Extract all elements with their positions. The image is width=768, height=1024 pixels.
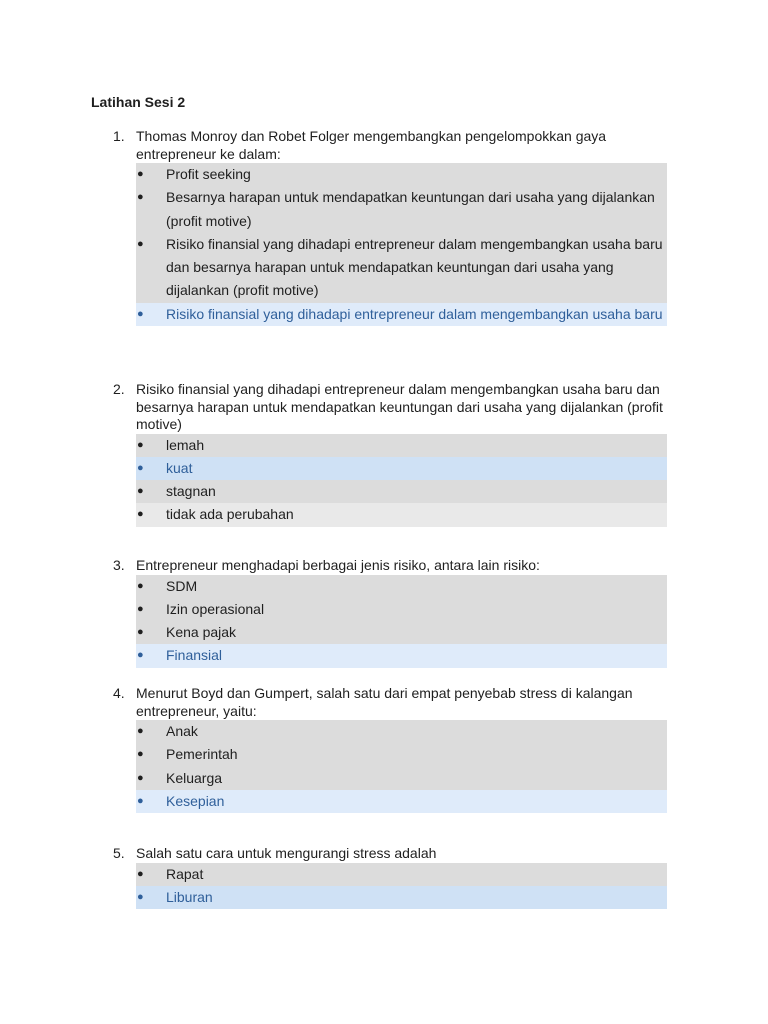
question-2	[0, 381, 768, 527]
bullet-icon: ●	[137, 579, 144, 592]
bullet-icon: ●	[137, 890, 144, 903]
option[interactable]	[136, 186, 667, 233]
option-list	[136, 434, 667, 527]
option-label: SDM	[166, 577, 198, 594]
option-selected[interactable]	[136, 457, 667, 480]
option[interactable]	[136, 743, 667, 766]
bullet-icon: ●	[137, 237, 144, 250]
question-text: Entrepreneur menghadapi berbagai jenis risiko, antara lain risiko:	[136, 557, 540, 573]
bullet-icon: ●	[137, 485, 144, 498]
option[interactable]	[136, 863, 667, 886]
option[interactable]	[136, 575, 667, 598]
option-selected[interactable]	[136, 886, 667, 909]
option[interactable]	[136, 767, 667, 790]
question-text: Menurut Boyd dan Gumpert, salah satu dari empat penyebab stress di kalangan entrepreneur, yaitu:	[136, 685, 633, 719]
option[interactable]	[136, 233, 667, 303]
bullet-icon: ●	[137, 191, 144, 204]
bullet-icon: ●	[137, 748, 144, 761]
question-1	[0, 128, 768, 326]
option-label: lemah	[166, 436, 205, 453]
option-label: Risiko finansial yang dihadapi entrepreneur dalam mengembangkan usaha baru	[166, 305, 663, 322]
option-label: Kena pajak	[166, 624, 237, 641]
bullet-icon: ●	[137, 168, 144, 180]
option-label: Besarnya harapan untuk mendapatkan keuntungan dari usaha yang dijalankan (profit motive)	[166, 189, 655, 229]
page-title: Latihan Sesi 2	[91, 94, 186, 110]
question-number: 5.	[113, 845, 125, 861]
option-label: Kesepian	[166, 792, 225, 809]
option[interactable]	[136, 621, 667, 644]
question-text: Salah satu cara untuk mengurangi stress adalah	[136, 845, 437, 861]
option[interactable]	[136, 598, 667, 621]
option-label: Izin operasional	[166, 600, 265, 617]
option-list	[136, 163, 667, 326]
bullet-icon: ●	[137, 725, 144, 737]
question-4	[0, 685, 768, 813]
bullet-icon: ●	[137, 794, 144, 807]
bullet-icon: ●	[137, 438, 144, 451]
bullet-icon: ●	[137, 461, 144, 474]
bullet-icon: ●	[137, 307, 144, 320]
bullet-icon: ●	[137, 626, 144, 639]
option-selected[interactable]	[136, 644, 667, 667]
question-text: Risiko finansial yang dihadapi entrepreneur dalam mengembangkan usaha baru dan besarnya harapan untuk mendapatkan keuntungan dari usaha yang dijalankan (profit motive)	[136, 381, 663, 432]
question-3	[0, 557, 768, 668]
question-number: 3.	[113, 557, 125, 573]
option-selected[interactable]	[136, 303, 667, 326]
option-selected[interactable]	[136, 790, 667, 813]
option[interactable]	[136, 720, 667, 743]
option-list	[136, 575, 667, 668]
option[interactable]	[136, 480, 667, 503]
question-5	[0, 845, 768, 909]
option-label: Liburan	[166, 888, 213, 905]
question-number: 1.	[113, 128, 125, 144]
option-label: Keluarga	[166, 769, 223, 786]
option[interactable]	[136, 434, 667, 457]
option-label: stagnan	[166, 483, 216, 500]
bullet-icon: ●	[137, 771, 144, 784]
option-label: Profit seeking	[166, 166, 251, 182]
option-label: Finansial	[166, 647, 223, 664]
option-label: Pemerintah	[166, 746, 238, 763]
option-label: tidak ada perubahan	[166, 506, 294, 523]
option-label: Anak	[166, 723, 198, 739]
question-number: 4.	[113, 685, 125, 701]
bullet-icon: ●	[137, 867, 144, 880]
bullet-icon: ●	[137, 602, 144, 615]
option-label: kuat	[166, 459, 193, 476]
question-number: 2.	[113, 381, 125, 397]
question-text: Thomas Monroy dan Robet Folger mengembangkan pengelompokkan gaya entrepreneur ke dalam:	[136, 128, 607, 162]
option-list	[136, 720, 667, 813]
option-label: Rapat	[166, 865, 204, 882]
bullet-icon: ●	[137, 508, 144, 521]
option[interactable]	[136, 503, 667, 526]
bullet-icon: ●	[137, 649, 144, 662]
option-label: Risiko finansial yang dihadapi entrepreneur dalam mengembangkan usaha baru dan besarnya harapan untuk mendapatkan keuntungan dari usaha yang dijalankan (profit motive)	[166, 235, 663, 299]
option[interactable]	[136, 163, 667, 186]
option-list	[136, 863, 667, 910]
